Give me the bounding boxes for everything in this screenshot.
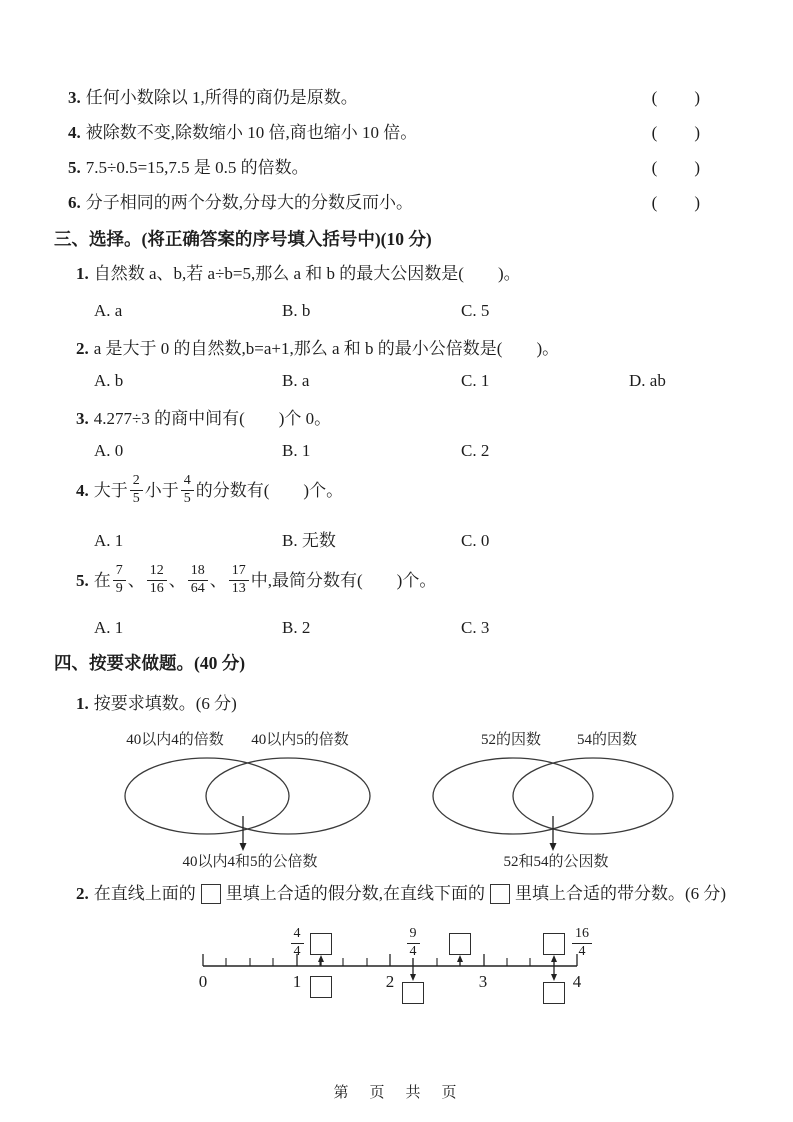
fraction-denominator: 13: [231, 580, 246, 596]
option-a: A. 0: [94, 441, 124, 460]
question-number: 3.: [76, 409, 89, 428]
judge-item-number: 4.: [68, 123, 81, 142]
judge-item-text: 7.5÷0.5=15,7.5 是 0.5 的倍数。: [85, 158, 309, 177]
option-a: A. 1: [94, 531, 124, 550]
options-row-q1: [0, 299, 793, 322]
options-row-q2: [0, 369, 793, 392]
sub-question-2: [0, 882, 793, 905]
option-a: A. a: [94, 301, 123, 320]
venn-ellipse-a: [125, 758, 289, 834]
judge-item-text: 分子相同的两个分数,分母大的分数反而小。: [85, 193, 413, 212]
nl-arrowhead-up: [457, 955, 463, 962]
option-b: B. 无数: [282, 531, 336, 550]
option-c: C. 0: [461, 531, 490, 550]
sub-question-1: [0, 692, 793, 715]
fraction: [229, 564, 249, 596]
fraction-denominator: 16: [149, 580, 164, 596]
question-text: 小于: [144, 480, 179, 500]
option-b: B. a: [282, 371, 310, 390]
fraction-denominator: 4: [578, 943, 586, 959]
option-b: B. b: [282, 301, 311, 320]
venn-label-left: 40以内4的倍数: [126, 732, 224, 748]
question-number: 2.: [76, 339, 89, 358]
judge-item-number: 5.: [68, 158, 81, 177]
nl-arrowhead-down: [410, 974, 416, 981]
nl-arrowhead-down: [551, 974, 557, 981]
fraction: [147, 564, 167, 596]
answer-box-below: [543, 982, 565, 1004]
fraction-denominator: 5: [132, 490, 140, 506]
answer-box-below: [310, 976, 332, 998]
question-number: 2.: [76, 884, 89, 903]
option-c: C. 2: [461, 441, 490, 460]
question-text: 里填上合适的假分数,在直线下面的: [225, 884, 485, 903]
option-c: C. 5: [461, 301, 490, 320]
fraction: [188, 564, 208, 596]
answer-paren: ( ): [651, 193, 701, 212]
fraction-numerator: 16: [572, 927, 592, 944]
question-2: [0, 337, 793, 360]
option-a: A. b: [94, 371, 124, 390]
fraction-denominator: 4: [293, 943, 301, 959]
judge-item-text: 任何小数除以 1,所得的商仍是原数。: [85, 88, 358, 107]
venn-arrowhead: [550, 843, 557, 851]
answer-paren: ( ): [651, 88, 701, 107]
question-text: 在直线上面的: [93, 884, 196, 903]
venn-ellipse-b: [206, 758, 370, 834]
answer-box-above: [310, 933, 332, 955]
section-heading-4: 四、按要求做题。(40 分): [54, 653, 246, 673]
options-row-q4: [0, 529, 793, 552]
venn-diagram-factors: [420, 726, 692, 874]
fraction-denominator: 9: [115, 580, 123, 596]
page-footer: 第 页 共 页: [333, 1085, 460, 1101]
fraction: [181, 474, 194, 506]
answer-paren: ( ): [651, 158, 701, 177]
fraction-numerator: 12: [147, 564, 167, 581]
fraction: [130, 474, 143, 506]
answer-box-above: [543, 933, 565, 955]
nl-fraction-label: [283, 927, 311, 959]
inline-answer-box: [490, 884, 510, 904]
fraction-numerator: 7: [113, 564, 126, 581]
option-b: B. 1: [282, 441, 311, 460]
fraction-numerator: 18: [188, 564, 208, 581]
question-number: 4.: [76, 480, 89, 500]
nl-number: 2: [385, 972, 395, 991]
question-number: 1.: [76, 694, 89, 713]
section-heading-choice: 三、选择。(将正确答案的序号填入括号中)(10 分): [54, 229, 432, 249]
fraction-numerator: 4: [291, 927, 304, 944]
inline-answer-box: [201, 884, 221, 904]
nl-fraction-label: [568, 927, 596, 959]
question-text: 4.277÷3 的商中间有( )个 0。: [93, 409, 332, 428]
judge-item-number: 3.: [68, 88, 81, 107]
options-row-q5: [0, 616, 793, 639]
judge-item-row: [0, 121, 793, 144]
judge-item-row: [0, 156, 793, 179]
options-row-q3: [0, 439, 793, 462]
judge-item-number: 6.: [68, 193, 81, 212]
question-text: 自然数 a、b,若 a÷b=5,那么 a 和 b 的最大公因数是( )。: [93, 264, 521, 283]
option-c: C. 1: [461, 371, 490, 390]
fraction-numerator: 2: [130, 474, 143, 491]
venn-label-intersection: 40以内4和5的公倍数: [182, 854, 318, 870]
nl-number: 4: [572, 972, 582, 991]
fraction-denominator: 5: [183, 490, 191, 506]
question-number: 1.: [76, 264, 89, 283]
question-text: 按要求填数。(6 分): [93, 694, 237, 713]
question-number: 5.: [76, 570, 89, 590]
question-text: 大于: [93, 480, 128, 500]
fraction-denominator: 4: [409, 943, 417, 959]
fraction-denominator: 64: [190, 580, 205, 596]
question-3: [0, 407, 793, 430]
number-line: [0, 920, 793, 1025]
nl-number: 0: [198, 972, 208, 991]
judge-item-row: [0, 86, 793, 109]
nl-arrowhead-up: [318, 955, 324, 962]
nl-arrowhead-up: [551, 955, 557, 962]
option-c: C. 3: [461, 618, 490, 637]
option-d: D. ab: [629, 371, 666, 390]
answer-box-below: [402, 982, 424, 1004]
question-text: 在: [93, 570, 111, 590]
judge-section: [0, 86, 793, 226]
separator: 、: [209, 570, 227, 590]
nl-number: 1: [292, 972, 302, 991]
venn-arrowhead: [240, 843, 247, 851]
answer-box-above: [449, 933, 471, 955]
fraction-numerator: 17: [229, 564, 249, 581]
question-5: [0, 560, 793, 600]
judge-item-text: 被除数不变,除数缩小 10 倍,商也缩小 10 倍。: [85, 123, 418, 142]
question-4: [0, 470, 793, 510]
venn-label-left: 52的因数: [480, 732, 542, 748]
question-text: a 是大于 0 的自然数,b=a+1,那么 a 和 b 的最小公倍数是( )。: [93, 339, 560, 358]
separator: 、: [168, 570, 186, 590]
fraction-numerator: 9: [407, 927, 420, 944]
nl-fraction-label: [399, 927, 427, 959]
fraction: [113, 564, 126, 596]
question-text: 的分数有( )个。: [195, 480, 344, 500]
question-1: [0, 262, 793, 285]
answer-paren: ( ): [651, 123, 701, 142]
venn-diagram-multiples: [110, 726, 402, 874]
nl-number: 3: [478, 972, 488, 991]
question-text: 中,最简分数有( )个。: [250, 570, 437, 590]
venn-label-right: 54的因数: [576, 732, 638, 748]
option-a: A. 1: [94, 618, 124, 637]
venn-label-intersection: 52和54的公因数: [503, 854, 609, 870]
fraction-numerator: 4: [181, 474, 194, 491]
question-text: 里填上合适的带分数。(6 分): [515, 884, 727, 903]
separator: 、: [127, 570, 145, 590]
venn-label-right: 40以内5的倍数: [251, 732, 349, 748]
judge-item-row: [0, 191, 793, 214]
option-b: B. 2: [282, 618, 311, 637]
